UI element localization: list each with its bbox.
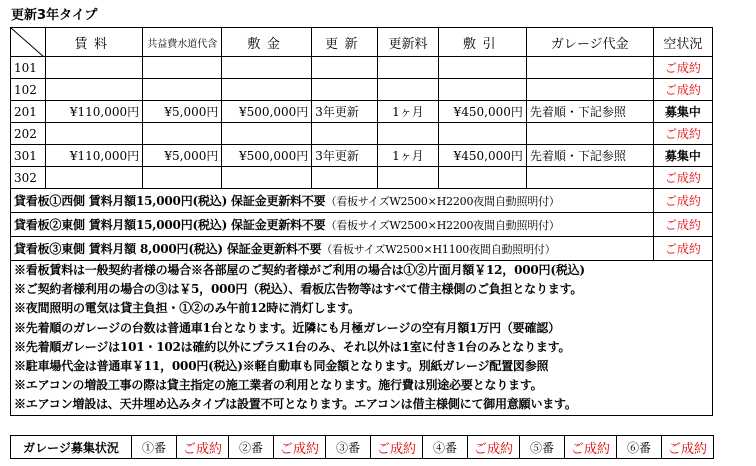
renewal-cell: [312, 79, 378, 101]
garage-label: ガレージ募集状況: [11, 436, 132, 459]
renewal-fee-cell: 1ヶ月: [377, 101, 438, 123]
signboard-detail: （看板サイズW2500×H1100夜間自動照明付）: [321, 243, 556, 256]
signboard-description: [11, 237, 654, 261]
header-fees: 共益費水道代含: [143, 28, 222, 57]
room-row: [11, 57, 713, 79]
renewal-cell: [312, 167, 378, 189]
garage-slot-status: ご成約: [662, 436, 714, 459]
garage-slot-status: ご成約: [274, 436, 326, 459]
room-number: 101: [11, 57, 46, 79]
header-vacancy: 空状況: [653, 28, 712, 57]
deduction-cell: ¥450,000円: [439, 145, 527, 167]
rent-cell: ¥110,000円: [45, 101, 142, 123]
signboard-text: 貸看板②東側 賃料月額15,000円(税込) 保証金更新料不要: [14, 218, 326, 232]
room-number: 302: [11, 167, 46, 189]
renewal-fee-cell: [377, 167, 438, 189]
deduction-cell: [439, 57, 527, 79]
rent-cell: [45, 79, 142, 101]
deduction-cell: [439, 79, 527, 101]
renewal-fee-cell: [377, 79, 438, 101]
note-line: ※ご契約者様利用の場合の③は￥5，000円（税込）、看板広告物等はすべて借主様側のご負担となります。: [14, 282, 583, 297]
note-line: ※先着順のガレージの台数は普通車1台となります。近隣にも月極ガレージの空有月額1万円（要確認）: [14, 320, 560, 335]
garage-fee-cell: [526, 167, 653, 189]
garage-slot-number: ①番: [132, 436, 177, 459]
status-cell: 募集中: [653, 145, 712, 167]
garage-slot-status: ご成約: [565, 436, 617, 459]
deposit-cell: [222, 167, 312, 189]
garage-slot-number: ②番: [229, 436, 274, 459]
room-number: 202: [11, 123, 46, 145]
signboard-text: 貸看板①西側 賃料月額15,000円(税込) 保証金更新料不要: [14, 194, 326, 208]
deposit-cell: [222, 57, 312, 79]
deposit-cell: [222, 79, 312, 101]
garage-fee-cell: 先着順・下記参照: [526, 101, 653, 123]
renewal-cell: [312, 123, 378, 145]
garage-slot-number: ⑥番: [617, 436, 662, 459]
garage-slot-number: ④番: [423, 436, 468, 459]
rent-cell: [45, 123, 142, 145]
renewal-cell: [312, 57, 378, 79]
deposit-cell: [222, 123, 312, 145]
garage-status-row: [11, 436, 714, 459]
room-row: [11, 79, 713, 101]
header-garage-fee: ガレージ代金: [526, 28, 653, 57]
rent-cell: ¥110,000円: [45, 145, 142, 167]
note-line: ※エアコン増設は、天井埋め込みタイプは設置不可となります。エアコンは借主様側にて御用意願います。: [14, 397, 577, 412]
header-renewal: 更新: [312, 28, 378, 57]
garage-fee-cell: [526, 79, 653, 101]
room-row: [11, 101, 713, 123]
fees-cell: [143, 57, 222, 79]
header-deposit: 敷金: [222, 28, 312, 57]
signboard-status: ご成約: [653, 237, 712, 261]
note-line: ※看板賃料は一般契約者様の場合※各部屋のご契約者様がご利用の場合は①②片面月額￥12，000円(税込): [14, 263, 585, 277]
renewal-fee-cell: [377, 57, 438, 79]
room-number: 102: [11, 79, 46, 101]
garage-status-table: [10, 435, 714, 459]
deposit-cell: ¥500,000円: [222, 145, 312, 167]
renewal-fee-cell: 1ヶ月: [377, 145, 438, 167]
fees-cell: [143, 79, 222, 101]
status-cell: ご成約: [653, 79, 712, 101]
deposit-cell: ¥500,000円: [222, 101, 312, 123]
garage-slot-status: ご成約: [177, 436, 229, 459]
header-renewal-fee: 更新料: [377, 28, 438, 57]
rent-cell: [45, 167, 142, 189]
signboard-description: [11, 213, 654, 237]
status-cell: ご成約: [653, 167, 712, 189]
room-number: 301: [11, 145, 46, 167]
deduction-cell: [439, 167, 527, 189]
corner-cell: [11, 28, 46, 57]
garage-slot-status: ご成約: [468, 436, 520, 459]
signboard-description: [11, 189, 654, 213]
garage-slot-number: ③番: [326, 436, 371, 459]
fees-cell: [143, 167, 222, 189]
fees-cell: ¥5,000円: [143, 101, 222, 123]
note-line: ※夜間照明の電気は貸主負担・①②のみ午前12時に消灯します。: [14, 301, 360, 316]
signboard-detail: （看板サイズW2500×H2200夜間自動照明付）: [325, 219, 560, 232]
deduction-cell: ¥450,000円: [439, 101, 527, 123]
renewal-cell: 3年更新: [312, 145, 378, 167]
header-row: [11, 28, 713, 57]
note-line: ※先着順ガレージは101・102は確約以外にプラス1台のみ、それ以外は1室に付き1台のみとなります。: [14, 339, 571, 354]
status-cell: ご成約: [653, 57, 712, 79]
signboard-row: [11, 237, 713, 261]
garage-fee-cell: [526, 123, 653, 145]
signboard-row: [11, 189, 713, 213]
garage-fee-cell: [526, 57, 653, 79]
fees-cell: [143, 123, 222, 145]
page-title: 更新3年タイプ: [11, 8, 98, 23]
header-deduction: 敷引: [439, 28, 527, 57]
renewal-fee-cell: [377, 123, 438, 145]
status-cell: 募集中: [653, 101, 712, 123]
note-line: ※駐車場代金は普通車￥11，000円(税込)※軽自動車も同金額となります。別紙ガレージ配置図参照: [14, 359, 549, 374]
garage-fee-cell: 先着順・下記参照: [526, 145, 653, 167]
garage-slot-status: ご成約: [371, 436, 423, 459]
signboard-detail: （看板サイズW2500×H2200夜間自動照明付）: [325, 195, 560, 208]
renewal-cell: 3年更新: [312, 101, 378, 123]
room-row: [11, 145, 713, 167]
diagonal-line: [11, 28, 44, 57]
signboard-text: 貸看板③東側 賃料月額 8,000円(税込) 保証金更新料不要: [14, 242, 322, 256]
rent-cell: [45, 57, 142, 79]
signboard-status: ご成約: [653, 189, 712, 213]
deduction-cell: [439, 123, 527, 145]
notes-row: [11, 261, 713, 416]
rent-table: [10, 27, 713, 416]
fees-cell: ¥5,000円: [143, 145, 222, 167]
notes-cell: [11, 261, 713, 416]
garage-slot-number: ⑤番: [520, 436, 565, 459]
note-line: ※エアコンの増設工事の際は貸主指定の施工業者の利用となります。施行費は別途必要となります。: [14, 378, 543, 393]
signboard-status: ご成約: [653, 213, 712, 237]
header-rent: 賃料: [45, 28, 142, 57]
signboard-row: [11, 213, 713, 237]
room-row: [11, 123, 713, 145]
room-row: [11, 167, 713, 189]
status-cell: ご成約: [653, 123, 712, 145]
room-number: 201: [11, 101, 46, 123]
